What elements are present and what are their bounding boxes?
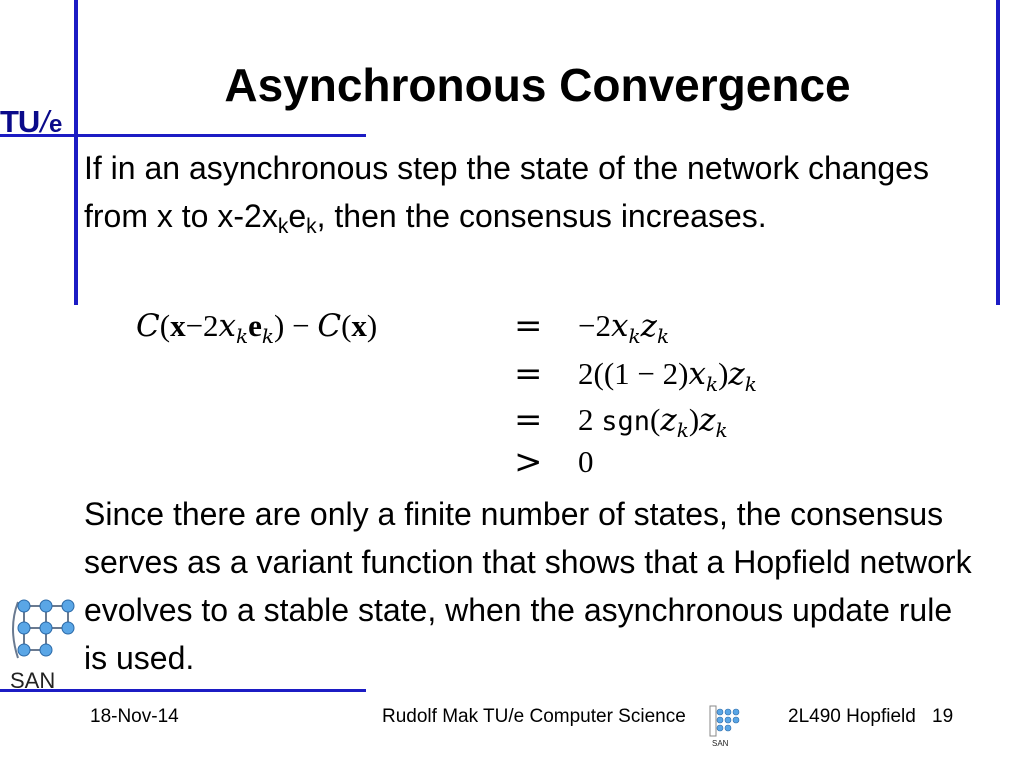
eq-z: z [660,402,677,438]
eq-C: C [317,308,342,344]
network-grid-small-icon [708,704,742,748]
eq-x: x [688,356,706,392]
eq-sub-k: k [628,324,641,348]
eq-z: z [728,356,745,392]
right-vertical-rule [996,0,1000,305]
eq-z: z [640,308,657,344]
eq-rhs-row-4 [578,444,594,480]
footer-date: 18-Nov-14 [90,706,179,727]
eq-relation: = [514,306,543,346]
san-small-text: SAN [712,739,729,748]
eq-relation: > [514,442,543,482]
eq-sub-k: k [676,418,689,442]
eq-term: 2((1 − 2) [578,356,689,391]
eq-relation: = [514,354,543,394]
equation-lhs [136,308,378,348]
eq-term: 2 [578,402,602,437]
intro-sub-k1: k [277,215,289,238]
eq-paren: ( [341,308,352,343]
san-small-logo [708,704,742,748]
intro-text-post: , then the consensus increases. [316,198,767,234]
eq-paren: ) [688,402,700,437]
footer-author: Rudolf Mak TU/e Computer Science [382,706,686,727]
intro-text-mid: e [288,198,307,234]
eq-paren: ) [274,308,285,343]
eq-paren: ( [650,402,661,437]
eq-sub-k: k [236,324,249,348]
eq-paren: ) [718,356,729,391]
eq-minus: − [284,308,318,343]
intro-paragraph [84,144,984,240]
eq-rhs-row-1 [578,308,670,348]
left-vertical-rule [74,0,78,305]
eq-sgn: sgn [601,406,651,437]
eq-sub-k: k [744,372,757,396]
conclusion-text: Since there are only a finite number of states, the consensus serves as a variant function that shows that a Hopfield network evolves to a stable state, when the asynchronous update rule is used. [84,496,972,676]
eq-sub-k: k [705,372,719,396]
footer-course: 2L490 Hopfield [788,706,916,727]
eq-x: x [218,308,237,344]
eq-paren: ( [159,308,171,343]
eq-e-bold: e [248,308,262,343]
eq-x: x [610,308,629,344]
eq-x-bold: x [170,308,186,343]
intro-sub-k2: k [306,215,317,238]
eq-term: −2 [578,308,611,343]
tue-logo-e: e [48,111,62,138]
eq-sub-k: k [656,324,670,348]
eq-z: z [699,402,716,438]
slide-title: Asynchronous Convergence [224,59,851,111]
eq-minus-two: −2 [185,308,219,343]
footer-page-number: 19 [932,706,954,727]
san-logo [4,588,84,692]
intro-text-pre: If in an asynchronous step the state of the network changes from x to x-2x [84,150,929,234]
eq-term: 0 [578,444,594,479]
eq-sub-k: k [715,418,728,442]
eq-paren: ) [366,308,378,343]
san-logo-text: SAN [10,668,56,692]
eq-relation: = [514,400,543,440]
eq-rhs-row-3 [578,402,728,442]
eq-x-bold: x [351,308,367,343]
eq-rhs-row-2 [578,356,757,396]
tue-logo-tu: TU [0,104,40,139]
conclusion-paragraph [84,490,984,682]
eq-sub-k: k [261,324,275,348]
network-grid-icon [4,588,84,692]
eq-C: C [136,308,160,344]
tue-logo-slash: / [40,104,48,139]
